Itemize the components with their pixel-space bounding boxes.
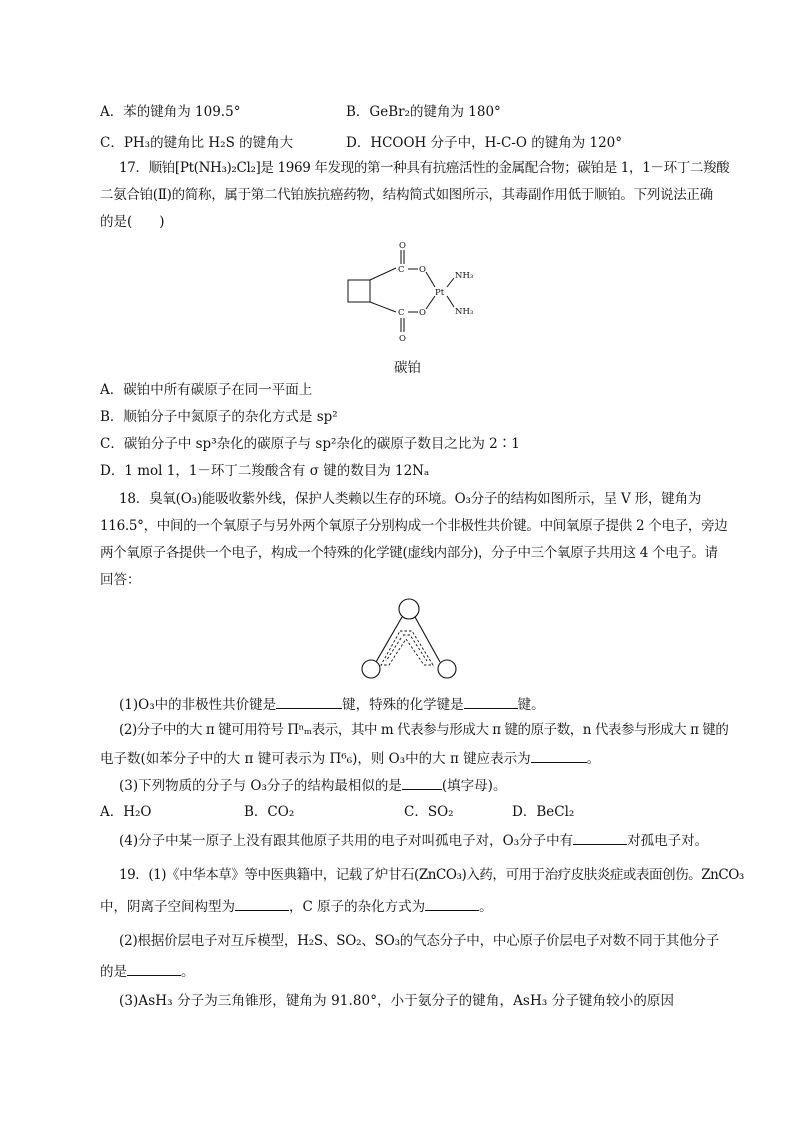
q19-line-4 xyxy=(100,961,195,981)
q18-p3-blank[interactable] xyxy=(402,775,442,790)
q19-text-4b: 。 xyxy=(181,964,195,980)
label-c-top: C xyxy=(398,265,405,275)
q18-p3-option-d: D．BeCl₂ xyxy=(512,804,575,820)
ozone-structure xyxy=(360,597,460,685)
label-nh3-bottom: NH₃ xyxy=(455,307,474,317)
q19-blank-hybridization[interactable] xyxy=(425,896,479,911)
q18-part-2-line-1: (2)分子中的大 π 键可用符号 Πⁿₘ表示，其中 m 代表参与形成大 π 键的原子数，n 代表参与形成大 π 键的 xyxy=(119,722,729,738)
q18-p1-blank-1[interactable] xyxy=(276,694,342,709)
label-c-bottom: C xyxy=(398,308,405,318)
q16-option-d: D．HCOOH 分子中，H-C-O 的键角为 120° xyxy=(346,135,623,151)
figure-caption-carboplatin: 碳铂 xyxy=(394,360,421,376)
q16-option-b: B．GeBr₂的键角为 180° xyxy=(346,104,501,120)
q18-stem-1: 18．臭氧(O₃)能吸收紫外线，保护人类赖以生存的环境。O₃分子的结构如图所示，呈 V 形，键角为 xyxy=(119,491,702,507)
q17-option-c: C．碳铂分子中 sp³杂化的碳原子与 sp²杂化的碳原子数目之比为 2∶1 xyxy=(100,436,520,452)
q16-option-a: A．苯的键角为 109.5° xyxy=(100,104,241,120)
q18-part-1 xyxy=(119,694,545,714)
q17-option-d: D．1 mol 1，1－环丁二羧酸含有 σ 键的数目为 12Nₐ xyxy=(100,463,430,479)
q18-p1-blank-2[interactable] xyxy=(464,694,518,709)
q18-part-4 xyxy=(119,830,708,850)
label-o-ester-bottom: O xyxy=(419,308,426,318)
q18-part-2-line-2 xyxy=(100,748,600,768)
q18-p4-blank[interactable] xyxy=(573,830,627,845)
q18-p1-text-a: (1)O₃中的非极性共价键是 xyxy=(119,697,277,713)
label-o-bottom: O xyxy=(399,334,406,344)
q18-p4-text-b: 对孤电子对。 xyxy=(627,833,709,849)
q18-p2-text-b: 电子数(如苯分子中的大 π 键可表示为 Π⁶₆)，则 O₃中的大 π 键应表示为 xyxy=(100,751,531,767)
q19-line-1: 19．(1)《中华本草》等中医典籍中，记载了炉甘石(ZnCO₃)入药，可用于治疗皮肤炎症或表面创伤。ZnCO₃ xyxy=(119,867,744,883)
q17-option-a: A．碳铂中所有碳原子在同一平面上 xyxy=(100,382,313,398)
q18-p3-text-a: (3)下列物质的分子与 O₃分子的结构最相似的是 xyxy=(119,778,402,794)
q18-p3-text-b: (填字母)。 xyxy=(441,778,507,794)
q17-stem-3: 的是( ) xyxy=(100,214,165,230)
q19-blank-anion-shape[interactable] xyxy=(235,896,289,911)
q18-p1-text-c: 键。 xyxy=(517,697,545,713)
q18-stem-3: 两个氧原子各提供一个电子，构成一个特殊的化学键(虚线内部分)，分子中三个氧原子共用这 4 个电子。请 xyxy=(100,545,718,561)
q18-p3-option-c: C．SO₂ xyxy=(404,804,454,820)
q18-p2-text-c: 。 xyxy=(586,751,601,767)
q16-option-c: C．PH₃的键角比 H₂S 的键角大 xyxy=(100,135,294,151)
q19-text-2a: 中，阴离子空间构型为 xyxy=(100,899,235,915)
q19-text-2b: ，C 原子的杂化方式为 xyxy=(289,899,426,915)
q17-option-b: B．顺铂分子中氮原子的杂化方式是 sp² xyxy=(100,409,338,425)
label-nh3-top: NH₃ xyxy=(455,271,474,281)
q18-part-3 xyxy=(119,775,506,795)
q19-text-4a: 的是 xyxy=(100,964,127,980)
q19-line-2 xyxy=(100,896,493,916)
q19-line-5: (3)AsH₃ 分子为三角锥形，键角为 91.80°，小于氨分子的键角，AsH₃ 分子键角较小的原因 xyxy=(119,993,675,1009)
label-o-top: O xyxy=(399,241,406,251)
q18-p2-blank[interactable] xyxy=(531,748,587,763)
q18-p3-option-a: A．H₂O xyxy=(100,804,152,820)
q18-p4-text-a: (4)分子中某一原子上没有跟其他原子共用的电子对叫孤电子对，O₃分子中有 xyxy=(119,833,574,849)
carboplatin-structure xyxy=(340,240,480,346)
q19-blank-molecule[interactable] xyxy=(127,961,181,976)
q19-line-3: (2)根据价层电子对互斥模型，H₂S、SO₂、SO₃的气态分子中，中心原子价层电子对数不同于其他分子 xyxy=(119,933,720,949)
q18-stem-2: 116.5°，中间的一个氧原子与另外两个氧原子分别构成一个非极性共价键。中间氧原子提供 2 个电子，旁边 xyxy=(100,518,728,534)
q17-stem-2: 二氨合铂(Ⅱ)的简称，属于第二代铂族抗癌药物，结构简式如图所示，其毒副作用低于顺铂。下列说法正确 xyxy=(100,187,713,203)
q18-p1-text-b: 键，特殊的化学键是 xyxy=(342,697,464,713)
q19-text-2c: 。 xyxy=(479,899,493,915)
q17-stem-1: 17．顺铂[Pt(NH₃)₂Cl₂]是 1969 年发现的第一种具有抗癌活性的金属配合物；碳铂是 1，1－环丁二羧酸 xyxy=(119,160,730,176)
q18-stem-4: 回答： xyxy=(100,572,141,588)
label-o-ester-top: O xyxy=(419,265,426,275)
label-pt: Pt xyxy=(435,288,445,298)
q18-p3-option-b: B．CO₂ xyxy=(244,804,295,820)
